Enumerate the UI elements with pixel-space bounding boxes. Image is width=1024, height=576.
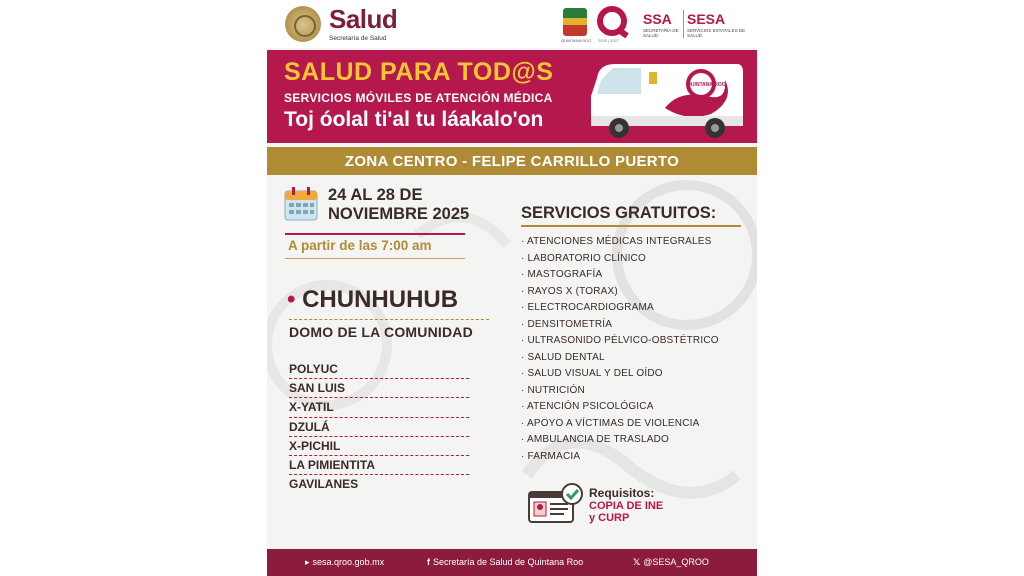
brand-title: Salud	[329, 4, 398, 34]
cursor-icon: ▸	[305, 557, 310, 567]
service-item: · ATENCIÓN PSICOLÓGICA	[521, 401, 654, 412]
footer-website[interactable]	[305, 557, 384, 568]
banner-subtitle: SERVICIOS MÓVILES DE ATENCIÓN MÉDICA	[284, 91, 553, 105]
requirements-text	[589, 500, 689, 524]
calendar-icon	[283, 186, 319, 222]
services-title: SERVICIOS GRATUITOS:	[521, 204, 717, 222]
service-item: · FARMACIA	[521, 450, 581, 462]
van-logo-text: QUINTANA ROO	[687, 82, 726, 88]
service-item: · LABORATORIO CLÍNICO	[521, 252, 646, 264]
id-card-check-icon	[527, 482, 585, 526]
location-title: CHUNHUHUB	[302, 286, 459, 313]
state-caption: QUINTANA ROO	[561, 38, 592, 43]
requirements-title: Requisitos:	[589, 486, 655, 500]
services-divider	[521, 225, 741, 227]
requirement-line-2: y CURP	[589, 512, 630, 524]
location-bullet: •	[287, 286, 296, 313]
sesa-subtitle: SERVICIOS ESTATALES DE SALUD	[687, 28, 746, 38]
website-text: sesa.qroo.gob.mx	[312, 557, 385, 567]
mobile-clinic-van-icon	[587, 56, 747, 140]
service-item: · ATENCIONES MÉDICAS INTEGRALES	[521, 236, 712, 247]
community-item: X-PICHIL	[289, 437, 469, 456]
service-item: · APOYO A VÍCTIMAS DE VIOLENCIA	[521, 417, 700, 429]
facebook-icon: f	[427, 557, 430, 567]
banner-maya-text: Toj óolal ti'al tu láakalo'on	[284, 108, 544, 131]
date-divider	[285, 233, 465, 235]
services-list	[521, 234, 719, 465]
service-item: · RAYOS X (TORAX)	[521, 285, 618, 297]
event-time: A partir de las 7:00 am	[288, 238, 432, 253]
header-divider	[683, 10, 684, 38]
service-item: · SALUD VISUAL Y DEL OÍDO	[521, 368, 663, 379]
event-date	[328, 186, 469, 224]
location-venue: DOMO DE LA COMUNIDAD	[289, 324, 473, 340]
community-item: POLYUC	[289, 360, 469, 379]
location-name	[287, 286, 458, 314]
footer-x[interactable]	[633, 557, 709, 568]
location-divider	[289, 319, 489, 320]
zone-bar	[267, 147, 757, 175]
mexico-seal-icon	[285, 6, 321, 42]
service-item: · SALUD DENTAL	[521, 351, 605, 363]
community-item: SAN LUIS	[289, 379, 469, 398]
requirement-line-1: COPIA DE INE	[589, 500, 664, 512]
brand-subtitle: Secretaría de Salud	[329, 35, 387, 42]
x-handle-text: @SESA_QROO	[643, 557, 709, 567]
poster	[267, 0, 757, 576]
community-item: X-YATIL	[289, 398, 469, 417]
community-item: GAVILANES	[289, 477, 359, 492]
ssa-logo: SSA	[643, 11, 672, 27]
service-item: · NUTRICIÓN	[521, 384, 585, 396]
service-item: · ELECTROCARDIOGRAMA	[521, 302, 654, 313]
footer-facebook[interactable]	[427, 557, 583, 567]
banner-title: SALUD PARA TOD@S	[284, 58, 554, 86]
service-item: · DENSITOMETRÍA	[521, 318, 613, 330]
ssa-subtitle: SECRETARÍA DE SALUD	[643, 28, 679, 38]
service-item: · AMBULANCIA DE TRASLADO	[521, 434, 669, 445]
date-line-2: NOVIEMBRE 2025	[328, 205, 470, 223]
communities-list	[289, 360, 469, 494]
service-item: · MASTOGRAFÍA	[521, 269, 603, 280]
header	[267, 0, 757, 48]
service-item: · ULTRASONIDO PÉLVICO-OBSTÉTRICO	[521, 335, 719, 346]
quintana-roo-emblem-icon	[563, 8, 587, 36]
community-item: DZULÁ	[289, 418, 469, 437]
community-item: LA PIMIENTITA	[289, 456, 469, 475]
date-line-1: 24 AL 28 DE	[328, 186, 423, 204]
time-divider	[285, 258, 465, 259]
zone-label: ZONA CENTRO - FELIPE CARRILLO PUERTO	[344, 153, 680, 170]
q-logo-icon	[597, 6, 627, 36]
q-caption: 2025 | 2027	[598, 38, 620, 43]
sesa-logo: SESA	[687, 11, 726, 27]
x-logo-icon: 𝕏	[633, 557, 641, 567]
banner	[267, 50, 757, 143]
facebook-text: Secretaría de Salud de Quintana Roo	[433, 557, 584, 567]
footer	[267, 549, 757, 576]
